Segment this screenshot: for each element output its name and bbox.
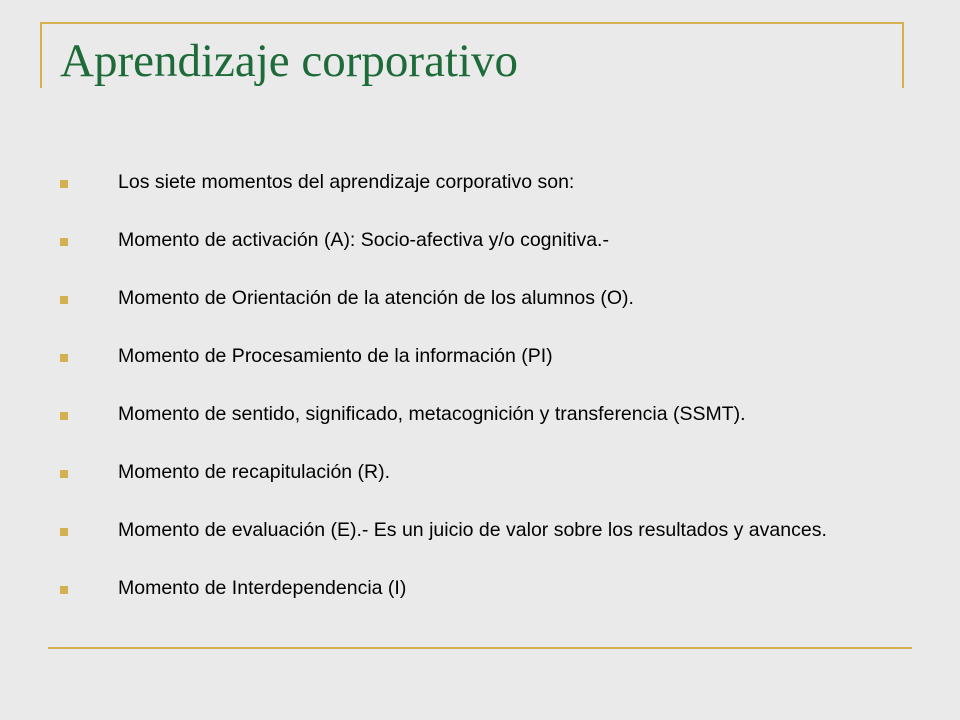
square-bullet-icon <box>60 238 68 246</box>
title-frame-left-line <box>40 22 42 88</box>
square-bullet-icon <box>60 586 68 594</box>
bullet-item <box>60 344 880 368</box>
slide-title: Aprendizaje corporativo <box>60 35 519 87</box>
bullet-text: Momento de Procesamiento de la información (PI) <box>118 345 553 367</box>
square-bullet-icon <box>60 354 68 362</box>
square-bullet-icon <box>60 180 68 188</box>
square-bullet-icon <box>60 528 68 536</box>
bullet-list <box>60 170 880 634</box>
bullet-text: Momento de recapitulación (R). <box>118 461 391 483</box>
bullet-item <box>60 402 880 426</box>
bullet-item <box>60 170 880 194</box>
bullet-text: Momento de Orientación de la atención de los alumnos (O). <box>118 287 634 309</box>
title-frame-top-line <box>40 22 904 24</box>
square-bullet-icon <box>60 412 68 420</box>
square-bullet-icon <box>60 470 68 478</box>
bullet-item <box>60 228 880 252</box>
bullet-text: Momento de activación (A): Socio-afectiva y/o cognitiva.- <box>118 229 609 251</box>
bullet-item <box>60 460 880 484</box>
title-frame-right-line <box>902 22 904 88</box>
footer-divider-line <box>48 647 912 649</box>
bullet-item <box>60 518 880 542</box>
square-bullet-icon <box>60 296 68 304</box>
bullet-item <box>60 576 880 600</box>
bullet-item <box>60 286 880 310</box>
bullet-text: Momento de sentido, significado, metacognición y transferencia (SSMT). <box>118 403 746 425</box>
bullet-text: Momento de Interdependencia (I) <box>118 577 407 599</box>
bullet-text: Momento de evaluación (E).- Es un juicio de valor sobre los resultados y avances. <box>118 519 827 541</box>
bullet-text: Los siete momentos del aprendizaje corporativo son: <box>118 171 575 193</box>
